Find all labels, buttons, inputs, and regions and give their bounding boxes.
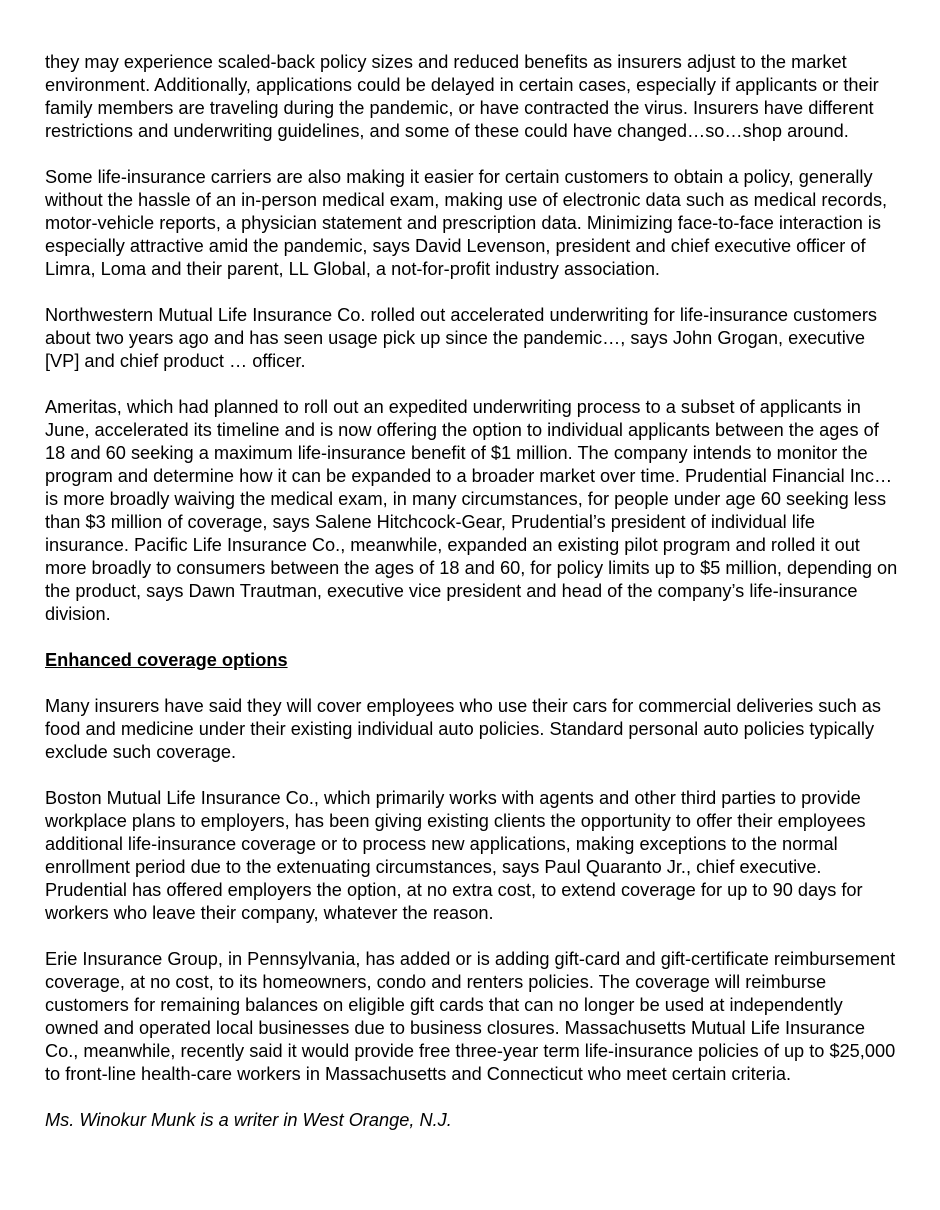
paragraph-northwestern-mutual: Northwestern Mutual Life Insurance Co. rolled out accelerated underwriting for life-insurance customers about two years ago and has seen usage pick up since the pandemic…, says John Grogan, executive [VP] and chief product … officer. — [45, 305, 877, 371]
paragraph-ameritas-prudential-pacific: Ameritas, which had planned to roll out an expedited underwriting process to a subset of applicants in June, accelerated its timeline and is now offering the option to individual applicants between the ages of 18 and 60 seeking a maximum life-insurance benefit of $1 million. The company intends to monitor the program and determine how it can be expanded to a broader market over time. Prudential Financial Inc… is more broadly waiving the medical exam, in many circumstances, for people under age 60 seeking less than $3 million of coverage, says Salene Hitchcock-Gear, Prudential’s president of individual life insurance. Pacific Life Insurance Co., meanwhile, expanded an existing pilot program and rolled it out more broadly to consumers between the ages of 18 and 60, for policy limits up to $5 million, depending on the product, says Dawn Trautman, executive vice president and head of the company’s life-insurance division. — [45, 397, 898, 624]
paragraph-boston-mutual: Boston Mutual Life Insurance Co., which primarily works with agents and other third parties to provide workplace plans to employers, has been giving existing clients the opportunity to offer their employees additional life-insurance coverage or to process new applications, making exceptions to the normal enrollment period due to the extenuating circumstances, says Paul Quaranto Jr., chief executive. Prudential has offered employers the option, at no extra cost, to extend coverage for up to 90 days for workers who leave their company, whatever the reason. — [45, 788, 866, 923]
paragraph-erie-massmutual: Erie Insurance Group, in Pennsylvania, has added or is adding gift-card and gift-certificate reimbursement coverage, at no cost, to its homeowners, condo and renters policies. The coverage will reimburse customers for remaining balances on eligible gift cards that can no longer be used at independently owned and operated local businesses due to business closures. Massachusetts Mutual Life Insurance Co., meanwhile, recently said it would provide free three-year term life-insurance policies of up to $25,000 to front-line health-care workers in Massachusetts and Connecticut who meet certain criteria. — [45, 949, 896, 1084]
section-heading: Enhanced coverage options — [45, 650, 288, 670]
paragraph-pandemic-underwriting: they may experience scaled-back policy sizes and reduced benefits as insurers adjust to the market environment. Additionally, applications could be delayed in certain cases, especially if applicants or their family members are traveling during the pandemic, or have contracted the virus. Insurers have different restrictions and underwriting guidelines, and some of these could have changed…so…shop around. — [45, 52, 879, 141]
paragraph-auto-delivery-coverage: Many insurers have said they will cover employees who use their cars for commercial deliveries such as food and medicine under their existing individual auto policies. Standard personal auto policies typically exclude such coverage. — [45, 696, 881, 762]
author-byline: Ms. Winokur Munk is a writer in West Orange, N.J. — [45, 1110, 452, 1130]
paragraph-no-medical-exam: Some life-insurance carriers are also making it easier for certain customers to obtain a policy, generally without the hassle of an in-person medical exam, making use of electronic data such as medical records, motor-vehicle reports, a physician statement and prescription data. Minimizing face-to-face interaction is especially attractive amid the pandemic, says David Levenson, president and chief executive officer of Limra, Loma and their parent, LL Global, a not-for-profit industry association. — [45, 167, 888, 279]
